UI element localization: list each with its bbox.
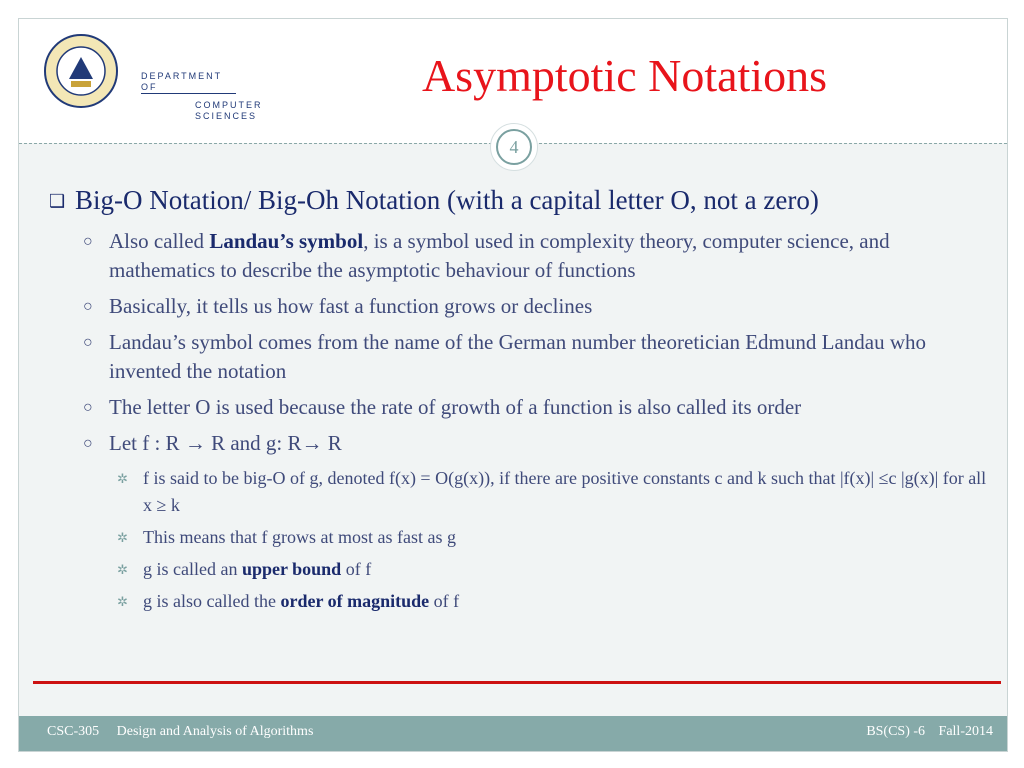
sub-sub-bullet-text: f is said to be big-O of g, denoted f(x) = O(g(x)), if there are positive constants c and k such that |f(x)| ≤c |g(x)| for all x ≥ k [143,468,987,515]
bold-term: upper bound [241,559,342,579]
footer-rule [33,681,1001,684]
sub-bullet-text: Let f : R → R and g: R→ R [109,431,342,455]
sub-bullet-item [83,429,989,458]
sub-bullet-item [83,328,989,386]
sub-bullet-item [83,292,989,321]
dept-line-2: COMPUTER [195,100,263,110]
sub-sub-bullet-text [143,588,459,615]
sub-bullet-text [109,227,989,285]
page-number-badge [490,123,538,171]
sub-bullet-item [83,227,989,285]
slide-content [49,181,989,620]
footer-right [856,724,993,740]
circle-bullet-icon: ○ [83,435,93,452]
sub-sub-bullet-text [143,556,371,583]
circle-bullet-icon: ○ [83,399,93,416]
circle-bullet-icon: ○ [83,298,93,315]
program-label: BS(CS) -6 [866,724,926,739]
sub-sub-bullet-text: This means that f grows at most as fast as g [143,527,456,547]
star-bullet-icon: ✲ [117,594,128,609]
main-bullet-text: Big-O Notation/ Big-Oh Notation (with a capital letter O, not a zero) [75,185,819,215]
bold-term: Landau’s symbol [209,229,364,253]
circle-bullet-icon: ○ [83,233,93,250]
footer-left [47,724,327,740]
text-segment: Also called [109,229,210,253]
course-code: CSC-305 [47,724,100,739]
sub-bullet-text: Basically, it tells us how fast a function grows or declines [109,294,593,318]
star-bullet-icon: ✲ [117,530,128,545]
dept-line-1: DEPARTMENT OF [141,71,236,94]
dept-line-3: SCIENCES [195,111,258,121]
slide-footer [19,716,1007,751]
slide-frame [18,18,1008,752]
sub-bullet-item [83,393,989,422]
star-bullet-icon: ✲ [117,562,128,577]
sub-sub-bullet-item [117,556,989,583]
sub-sub-bullet-item [117,524,989,551]
text-segment: of f [341,559,372,579]
term-label: Fall-2014 [938,724,993,739]
slide-title: Asymptotic Notations [421,50,827,101]
text-segment: g is also called the [143,591,281,611]
square-bullet-icon: ❑ [49,191,66,211]
bold-term: order of magnitude [280,591,430,611]
course-name: Design and Analysis of Algorithms [116,724,314,739]
sub-bullet-text: Landau’s symbol comes from the name of the German number theoretician Edmund Landau who invented the notation [109,330,927,383]
sub-bullet-list [83,227,989,615]
text-segment: , is a symbol used in complexity theory, computer science, and mathematics to describe the asymptotic behaviour of functions [109,229,890,282]
circle-bullet-icon: ○ [83,334,93,351]
page-number: 4 [496,129,532,165]
sub-bullet-text: The letter O is used because the rate of growth of a function is also called its order [109,395,802,419]
sub-sub-bullet-item [117,588,989,615]
sub-sub-bullet-item [117,465,989,519]
text-segment: g is called an [143,559,242,579]
sub-sub-bullet-list [117,465,989,615]
text-segment: of f [429,591,460,611]
star-bullet-icon: ✲ [117,471,128,486]
main-bullet-item [49,181,989,221]
